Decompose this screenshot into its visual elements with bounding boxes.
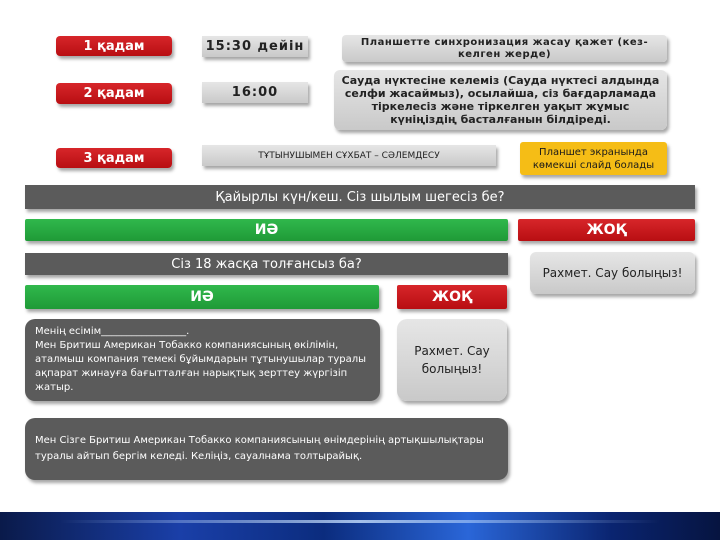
- step-1-label: 1 қадам: [56, 36, 172, 56]
- tablet-hint-note: Планшет экранында көмекші слайд болады: [520, 142, 667, 175]
- step-3-label: 3 қадам: [56, 148, 172, 168]
- footer-band: [0, 512, 720, 540]
- step-1-time: 15:30 дейін: [202, 36, 308, 57]
- step-2-note: Сауда нүктесіне келеміз (Сауда нүктесі алдында селфи жасаймыз), осылайша, сіз бағдарламада тіркелесіз және тіркелген уақыт жұмыс күніңіздің басталғанын білдіреді.: [334, 70, 667, 130]
- step-2-time: 16:00: [202, 82, 308, 103]
- thanks-goodbye-1: Рахмет. Сау болыңыз!: [530, 252, 695, 294]
- age-question: Сіз 18 жасқа толғансыз ба?: [25, 253, 508, 275]
- footer-light-streak: [60, 520, 660, 523]
- greeting-question: Қайырлы күн/кеш. Сіз шылым шегесіз бе?: [25, 185, 695, 209]
- step-1-note: Планшетте синхронизация жасау қажет (кез-келген жерде): [342, 35, 667, 62]
- step-3-action: ТҰТЫНУШЫМЕН СҰХБАТ – СӘЛЕМДЕСУ: [202, 145, 496, 166]
- thanks-goodbye-2: Рахмет. Сау болыңыз!: [397, 319, 507, 401]
- intro-speech: Менің есімім_________________. Мен Бритиш Американ Тобакко компаниясының өкілімін, аталмыш компания темекі бұйымдарын тұтынушылар туралы ақпарат жинауға бағытталған нарықтық зерттеу жүргізіп жатыр.: [25, 319, 380, 401]
- no-button-adult[interactable]: ЖОҚ: [397, 285, 507, 309]
- step-2-label: 2 қадам: [56, 83, 172, 104]
- offer-speech: Мен Сізге Бритиш Американ Тобакко компаниясының өнімдерінің артықшылықтары туралы айтып бергім келеді. Келіңіз, сауалнама толтырайық.: [25, 418, 508, 480]
- yes-button-smoker[interactable]: ИӘ: [25, 219, 508, 241]
- yes-button-adult[interactable]: ИӘ: [25, 285, 379, 309]
- no-button-smoker[interactable]: ЖОҚ: [518, 219, 695, 241]
